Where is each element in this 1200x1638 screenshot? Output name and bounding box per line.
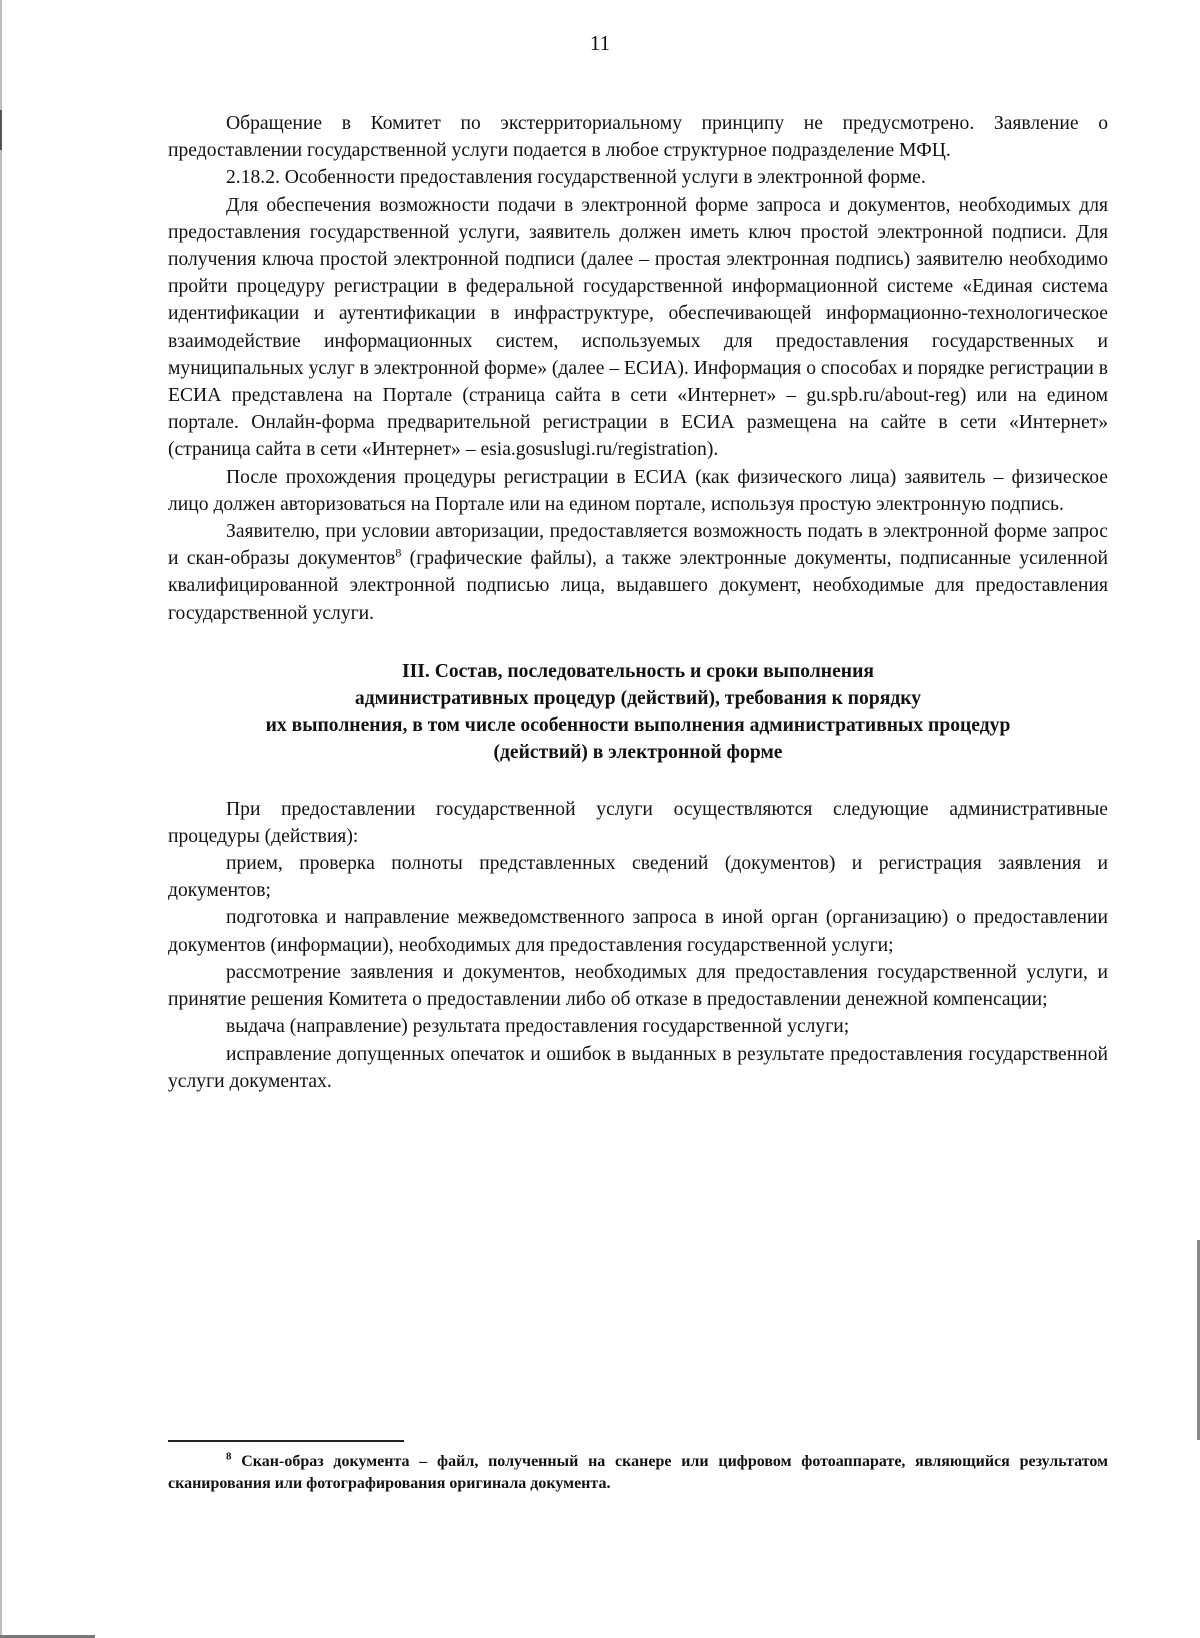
paragraph-text: (графические файлы), а также электронные документы, подписанные усиленной квалифицированной электронной подписью лица, выдавшего документ, необходимые для предоставления государственной услуги. [168, 548, 1108, 624]
footnote-reference: 8 [395, 545, 402, 560]
page-number: 11 [589, 31, 611, 55]
scan-artifact [0, 110, 2, 150]
footnote [168, 1451, 1108, 1495]
document-body [168, 110, 1108, 1095]
footnote-marker: 8 [226, 1450, 232, 1463]
paragraph: Для обеспечения возможности подачи в электронной форме запроса и документов, необходимых для предоставления государственной услуги, заявитель должен иметь ключ простой электронной подписи. Для получения ключа простой электронной подписи (далее – простая электронная подпись) заявителю необходимо пройти процедуру регистрации в федеральной государственной информационной системе «Единая система идентификации и аутентификации в инфраструктуре, обеспечивающей информационно-технологическое взаимодействие информационных систем, используемых для предоставления государственных и муниципальных услуг в электронной форме» (далее – ЕСИА). Информация о способах и порядке регистрации в ЕСИА представлена на Портале (страница сайта в сети «Интернет» – gu.spb.ru/about-reg) или на едином портале. Онлайн-форма предварительной регистрации в ЕСИА размещена на сайте в сети «Интернет» (страница сайта в сети «Интернет» – esia.gosuslugi.ru/registration). [168, 194, 1108, 461]
procedure-item: прием, проверка полноты представленных сведений (документов) и регистрация заявления и документов; [168, 853, 1108, 902]
procedure-item: рассмотрение заявления и документов, необходимых для предоставления государственной услуги, и принятие решения Комитета о предоставлении либо об отказе в предоставлении денежной компенсации; [168, 961, 1108, 1011]
procedure-item: выдача (направление) результата предоставления государственной услуги; [226, 1016, 850, 1038]
paragraph: Обращение в Комитет по экстерриториальному принципу не предусмотрено. Заявление о предоставлении государственной услуги подается в любое структурное подразделение МФЦ. [168, 113, 1108, 162]
procedure-item: исправление допущенных опечаток и ошибок в выданных в результате предоставления государственной услуги документах. [168, 1043, 1108, 1092]
procedures-intro: При предоставлении государственной услуги осуществляются следующие административные процедуры (действия): [168, 798, 1108, 847]
scan-edge [0, 0, 2, 1638]
section-heading-line: их выполнения, в том числе особенности выполнения административных процедур [265, 715, 1011, 737]
paragraph: 2.18.2. Особенности предоставления государственной услуги в электронной форме. [226, 167, 926, 189]
paragraph-with-footnote [168, 518, 1108, 627]
footnote-text: Скан-образ документа – файл, полученный на сканере или цифровом фотоаппарате, являющийся результатом сканирования или фотографирования оригинала документа. [168, 1453, 1108, 1492]
section-heading-line: (действий) в электронной форме [493, 742, 783, 764]
procedure-item: подготовка и направление межведомственного запроса в иной орган (организацию) о предоставлении документов (информации), необходимых для предоставления государственной услуги; [168, 907, 1108, 956]
section-heading [168, 658, 1108, 767]
paragraph-text: Заявителю, при условии авторизации, предоставляется возможность подать в электронной форме запрос и скан-образы документов [168, 521, 1108, 570]
section-heading-line: III. Состав, последовательность и сроки выполнения [402, 660, 874, 682]
section-heading-line: административных процедур (действий), требования к порядку [354, 688, 922, 710]
footnote-separator [168, 1440, 404, 1442]
paragraph: После прохождения процедуры регистрации в ЕСИА (как физического лица) заявитель – физическое лицо должен авторизоваться на Портале или на едином портале, используя простую электронную подпись. [168, 466, 1108, 515]
